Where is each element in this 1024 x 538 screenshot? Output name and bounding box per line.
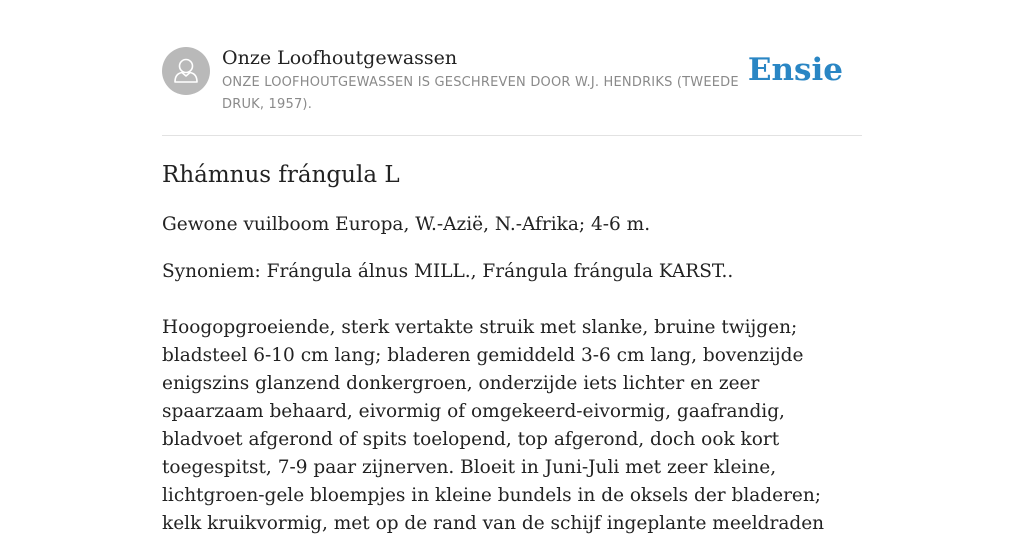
- entry-subtitle: Gewone vuilboom Europa, W.-Azië, N.-Afrika; 4-6 m.: [162, 214, 651, 235]
- source-description: ONZE LOOFHOUTGEWASSEN IS GESCHREVEN DOOR W.J. HENDRIKS (TWEEDE DRUK, 1957).: [222, 75, 739, 112]
- header-divider: [162, 135, 862, 136]
- source-header: [162, 46, 862, 136]
- entry-synonym: Synoniem: Frángula álnus MILL., Frángula frángula KARST..: [162, 261, 734, 282]
- source-title[interactable]: Onze Loofhoutgewassen: [222, 47, 458, 69]
- entry-content: [162, 158, 864, 538]
- entry-body: Hoogopgroeiende, sterk vertakte struik met slanke, bruine twijgen; bladsteel 6-10 cm lang; bladeren gemiddeld 3-6 cm lang, bovenzijde enigszins glanzend donkergroen, onderzijde iets lichter en zeer spaarzaam behaard, eivormig of omgekeerd-eivormig, gaafrandig, bladvoet afgerond of spits toelopend, top afgerond, doch ook kort toegespitst, 7-9 paar zijnerven. Bloeit in Juni-Juli met zeer kleine, lichtgroen-gele bloempjes in kleine bundels in de oksels der bladeren; kelk kruikvormig, met op de rand van de schijf ingeplante meeldraden: [162, 317, 825, 534]
- ensie-logo[interactable]: Ensie: [747, 52, 843, 88]
- user-silhouette-icon: [162, 47, 210, 95]
- source-avatar: [162, 47, 210, 95]
- entry-title: Rhámnus frángula L: [162, 162, 400, 188]
